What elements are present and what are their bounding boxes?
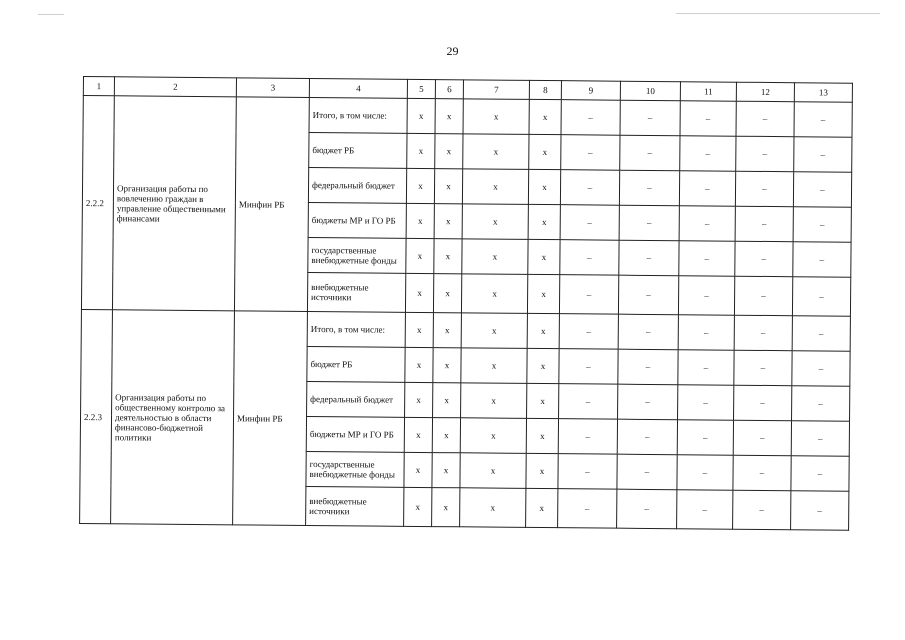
cell-col-10: – <box>620 135 680 171</box>
cell-col-12: – <box>734 276 792 316</box>
cell-col-9: – <box>559 349 618 385</box>
cell-col-13: – <box>792 351 850 387</box>
cell-col-5: x <box>405 347 433 382</box>
header-col-6: 6 <box>435 80 463 99</box>
cell-col-8: x <box>528 239 560 274</box>
header-col-4: 4 <box>309 78 407 98</box>
cell-col-11: – <box>677 455 733 490</box>
cell-col-10: – <box>620 100 680 136</box>
cell-col-6: x <box>432 488 460 527</box>
cell-col-7: x <box>462 169 528 205</box>
cell-col-12: – <box>733 455 791 491</box>
cell-col-5: x <box>407 133 435 168</box>
cell-col-8: x <box>528 169 560 204</box>
cell-col-6: x <box>433 383 461 418</box>
cell-col-12: – <box>736 136 794 172</box>
cell-col-13: – <box>792 277 850 317</box>
funding-source: федеральный бюджет <box>308 167 406 203</box>
funding-source: Итого, в том числе: <box>309 97 407 133</box>
cell-col-12: – <box>735 241 793 277</box>
cell-col-12: – <box>736 101 794 137</box>
cell-col-11: – <box>678 350 734 385</box>
cell-col-13: – <box>791 491 849 531</box>
cell-col-6: x <box>433 313 461 348</box>
cell-col-5: x <box>406 168 434 203</box>
header-col-11: 11 <box>680 82 736 101</box>
cell-col-12: – <box>735 171 793 207</box>
cell-col-7: x <box>462 239 528 275</box>
funding-source: федеральный бюджет <box>307 381 405 417</box>
cell-col-5: x <box>406 203 434 238</box>
cell-col-5: x <box>404 452 432 487</box>
cell-col-6: x <box>434 239 462 274</box>
cell-col-5: x <box>404 417 432 452</box>
cell-col-9: – <box>560 170 619 206</box>
cell-col-12: – <box>734 350 792 386</box>
header-col-7: 7 <box>463 80 529 100</box>
cell-col-7: x <box>462 204 528 240</box>
cell-col-13: – <box>793 207 851 243</box>
cell-col-9: – <box>559 275 618 315</box>
responsible-executor: Минфин РБ <box>234 97 309 312</box>
cell-col-13: – <box>794 137 852 173</box>
cell-col-6: x <box>435 134 463 169</box>
cell-col-12: – <box>734 315 792 351</box>
cell-col-7: x <box>461 383 527 419</box>
cell-col-6: x <box>433 274 461 313</box>
table-row <box>81 309 850 351</box>
header-col-9: 9 <box>561 81 620 101</box>
funding-source: государственные внебюджетные фонды <box>306 451 404 487</box>
item-number: 2.2.2 <box>81 96 114 310</box>
cell-col-7: x <box>463 134 529 170</box>
cell-col-9: – <box>560 240 619 276</box>
cell-col-7: x <box>461 348 527 384</box>
scan-artifact-left <box>38 14 64 15</box>
funding-source: бюджет РБ <box>307 346 405 382</box>
cell-col-7: x <box>461 313 527 349</box>
funding-source: внебюджетные источники <box>306 486 404 526</box>
cell-col-6: x <box>433 348 461 383</box>
cell-col-12: – <box>734 385 792 421</box>
cell-col-8: x <box>529 99 561 134</box>
page-number: 29 <box>446 44 459 58</box>
cell-col-5: x <box>407 98 435 133</box>
cell-col-6: x <box>434 169 462 204</box>
header-col-12: 12 <box>736 82 794 102</box>
cell-col-10: – <box>617 489 677 529</box>
cell-col-10: – <box>618 275 678 315</box>
cell-col-13: – <box>793 172 851 208</box>
cell-col-11: – <box>680 101 736 136</box>
cell-col-11: – <box>680 136 736 171</box>
cell-col-10: – <box>619 170 679 206</box>
cell-col-9: – <box>561 135 620 171</box>
cell-col-13: – <box>791 421 849 457</box>
cell-col-13: – <box>792 316 850 352</box>
cell-col-10: – <box>617 454 677 490</box>
cell-col-13: – <box>791 456 849 492</box>
cell-col-8: x <box>527 383 559 418</box>
cell-col-9: – <box>558 454 617 490</box>
cell-col-5: x <box>405 273 433 312</box>
funding-source: бюджеты МР и ГО РБ <box>306 416 404 452</box>
cell-col-9: – <box>558 419 617 455</box>
cell-col-5: x <box>405 382 433 417</box>
cell-col-10: – <box>618 349 678 385</box>
header-col-13: 13 <box>794 83 852 103</box>
cell-col-7: x <box>463 99 529 135</box>
responsible-executor: Минфин РБ <box>233 311 308 526</box>
item-number: 2.2.3 <box>80 309 113 523</box>
cell-col-11: – <box>677 490 733 529</box>
header-col-8: 8 <box>529 80 561 99</box>
cell-col-10: – <box>619 240 679 276</box>
header-col-1: 1 <box>83 77 114 96</box>
cell-col-13: – <box>792 386 850 422</box>
cell-col-11: – <box>679 206 735 241</box>
header-col-3: 3 <box>236 78 309 98</box>
cell-col-8: x <box>526 488 558 527</box>
cell-col-6: x <box>435 99 463 134</box>
cell-col-5: x <box>406 238 434 273</box>
cell-col-13: – <box>794 102 852 138</box>
cell-col-12: – <box>735 206 793 242</box>
cell-col-10: – <box>618 384 678 420</box>
funding-source: Итого, в том числе: <box>307 311 405 347</box>
cell-col-7: x <box>460 453 526 489</box>
cell-col-11: – <box>677 420 733 455</box>
cell-col-11: – <box>679 241 735 276</box>
cell-col-8: x <box>527 348 559 383</box>
cell-col-11: – <box>678 385 734 420</box>
cell-col-6: x <box>434 204 462 239</box>
cell-col-5: x <box>405 312 433 347</box>
program-table <box>79 76 853 531</box>
cell-col-8: x <box>527 274 559 313</box>
header-col-10: 10 <box>620 81 680 101</box>
cell-col-11: – <box>678 276 734 315</box>
cell-col-12: – <box>733 490 791 530</box>
funding-source: бюджет РБ <box>309 132 407 168</box>
item-name: Организация работы по общественному контролю за деятельностью в области финансово-бюджетной политики <box>111 310 235 525</box>
cell-col-9: – <box>561 100 620 136</box>
cell-col-13: – <box>793 242 851 278</box>
cell-col-8: x <box>527 313 559 348</box>
cell-col-5: x <box>404 487 432 526</box>
cell-col-8: x <box>528 204 560 239</box>
cell-col-8: x <box>529 134 561 169</box>
cell-col-9: – <box>558 489 617 529</box>
cell-col-7: x <box>460 488 526 528</box>
cell-col-8: x <box>526 418 558 453</box>
funding-source: государственные внебюджетные фонды <box>308 237 406 273</box>
header-col-2: 2 <box>114 77 236 97</box>
cell-col-9: – <box>559 314 618 350</box>
cell-col-9: – <box>560 205 619 241</box>
cell-col-11: – <box>678 315 734 350</box>
funding-source: внебюджетные источники <box>307 272 405 312</box>
cell-col-10: – <box>617 419 677 455</box>
cell-col-10: – <box>619 205 679 241</box>
cell-col-9: – <box>559 384 618 420</box>
cell-col-10: – <box>618 314 678 350</box>
scan-artifact-right <box>676 13 880 14</box>
cell-col-11: – <box>679 171 735 206</box>
cell-col-6: x <box>432 453 460 488</box>
item-name: Организация работы по вовлечению граждан в управление общественными финансами <box>112 96 236 311</box>
table-row <box>83 96 852 138</box>
funding-source: бюджеты МР и ГО РБ <box>308 202 406 238</box>
cell-col-6: x <box>432 418 460 453</box>
cell-col-7: x <box>460 418 526 454</box>
header-col-5: 5 <box>407 79 435 98</box>
cell-col-7: x <box>461 274 527 314</box>
cell-col-8: x <box>526 453 558 488</box>
cell-col-12: – <box>733 420 791 456</box>
